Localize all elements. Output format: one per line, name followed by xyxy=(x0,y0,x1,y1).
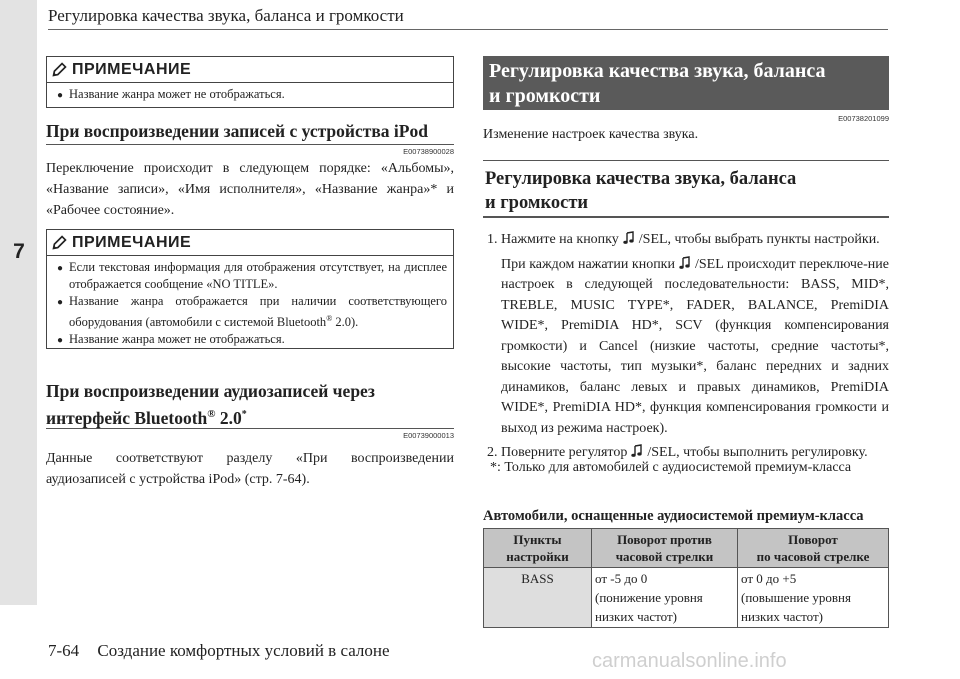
paragraph-bluetooth: Данные соответствуют разделу «При воспроизведении аудиозаписей с устройства iPod» (стр. 7-64). xyxy=(46,451,454,487)
section-title-ipod: При воспроизведении записей с устройства iPod xyxy=(46,121,428,141)
chapter-sidebar xyxy=(0,0,37,605)
music-note-icon xyxy=(630,444,644,458)
adjustment-table xyxy=(483,528,889,628)
note-header xyxy=(47,57,453,83)
steps-list xyxy=(487,230,889,464)
table-row xyxy=(484,568,889,628)
pencil-icon xyxy=(51,234,68,251)
section-title-bluetooth: При воспроизведении аудиозаписей через интерфейс Bluetooth® 2.0* xyxy=(46,381,375,428)
intro-text: Изменение настроек качества звука. xyxy=(483,127,699,142)
pencil-icon xyxy=(51,61,68,78)
table-header-cell: Пункты настройки xyxy=(484,529,592,568)
table-cell: от 0 до +5 (повышение уровня низких частот) xyxy=(738,568,889,628)
footnote: *: Только для автомобилей с аудиосистемой премиум-класса xyxy=(490,460,852,475)
note-title: ПРИМЕЧАНИЕ xyxy=(72,60,192,78)
table-cell: от -5 до 0 (понижение уровня низких частот) xyxy=(592,568,738,628)
watermark: carmanualsonline.info xyxy=(592,650,787,672)
paragraph-ipod: Переключение происходит в следующем порядке: «Альбомы», «Название записи», «Имя исполнителя», «Название жанра»* и «Рабочее состояние». xyxy=(46,161,454,218)
subsection-title: Регулировка качества звука, баланса и громкости xyxy=(483,160,889,218)
section-divider xyxy=(46,144,454,145)
music-note-icon xyxy=(622,231,636,245)
page-header-title: Регулировка качества звука, баланса и громкости xyxy=(48,6,404,25)
bullet-icon: ● xyxy=(57,335,64,347)
section-code: E00739000013 xyxy=(403,431,454,440)
music-note-icon xyxy=(678,256,692,270)
table-header-cell: Поворот по часовой стрелке xyxy=(738,529,889,568)
step-1: 1. Нажмите на кнопку /SEL, чтобы выбрать пункты настройки. При каждом нажатии кнопки /SEL происходит переключе-ние настроек в следующей последовательности: BASS, MID*, TREBLE, MUSIC TYPE*, FADER, BALANCE, PremiDIA WIDE*, PremiDIA HD*, SCV (функция компенсирования громкости) и Cancel (низкие частоты, средние частоты*, высокие частоты, тип музыки*, баланс передних и задних динамиков, баланс левых и правых динамиков, PremiDIA WIDE*, PremiDIA HD*, функция компенсирования громкости и выход из режима настроек). xyxy=(487,232,889,436)
section-divider xyxy=(46,428,454,429)
note-header xyxy=(47,230,453,256)
table-header-cell: Поворот против часовой стрелки xyxy=(592,529,738,568)
note-item: ● Если текстовая информация для отображения отсутствует, на дисплее отображается сообщение «NO TITLE». xyxy=(57,260,447,291)
note-item: ● Название жанра может не отображаться. xyxy=(57,86,447,104)
note-box-text-info xyxy=(46,229,454,349)
footer-chapter-title: Создание комфортных условий в салоне xyxy=(97,641,390,660)
page-footer xyxy=(48,641,390,661)
chapter-number: 7 xyxy=(13,240,25,263)
header-divider xyxy=(48,29,888,30)
note-item: ● Название жанра может не отображаться. xyxy=(57,331,447,349)
table-title: Автомобили, оснащенные аудиосистемой премиум-класса xyxy=(483,508,864,524)
step-2: 2. Поверните регулятор /SEL, чтобы выполнить регулировку. xyxy=(487,445,868,460)
note-box-genre xyxy=(46,56,454,108)
section-banner: Регулировка качества звука, баланса и громкости xyxy=(483,56,889,110)
section-code: E00738900028 xyxy=(403,147,454,156)
bullet-icon: ● xyxy=(57,90,64,101)
bullet-icon: ● xyxy=(57,263,64,274)
section-code: E00738201099 xyxy=(838,114,889,123)
bullet-icon: ● xyxy=(57,297,64,308)
note-title: ПРИМЕЧАНИЕ xyxy=(72,233,192,251)
table-header-row xyxy=(484,529,889,568)
page-number: 7-64 xyxy=(48,641,80,660)
table-cell: BASS xyxy=(484,568,592,628)
note-item: ● Название жанра отображается при наличии соответствующего оборудования (автомобили с системой Bluetooth® 2.0). xyxy=(57,294,447,330)
